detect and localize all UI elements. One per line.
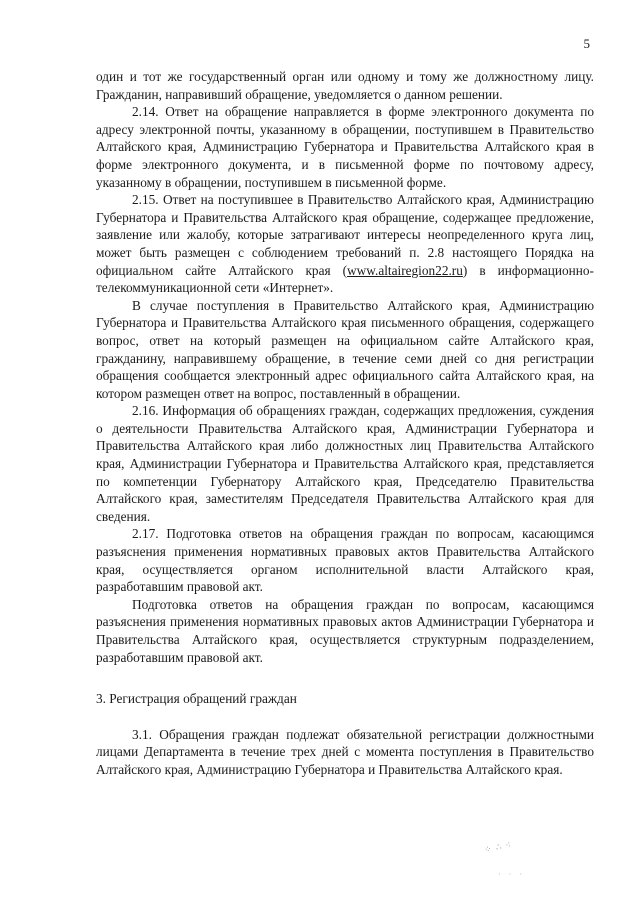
paragraph-2-15 [96,191,594,297]
paragraph-answer-preparation: Подготовка ответов на обращения граждан по вопросам, касающимся разъяснения применения нормативных правовых актов Администрации Губернатора и Правительства Алтайского края, осуществляется структурным подразделением, разработавшим правовой акт. [96,596,594,665]
page-number: 5 [583,36,590,51]
scan-artifact-2: · · · [498,870,525,879]
paragraph-written-appeal: В случае поступления в Правительство Алтайского края, Администрацию Губернатора и Правительства Алтайского края письменного обращения, содержащего вопрос, ответ на который размещен на официальном сайте Алтайского края, гражданину, направившему обращение, в течение семи дней со дня регистрации обращения сообщается электронный адрес официального сайта Алтайского края, на котором размещен ответ на вопрос, поставленный в обращении. [96,297,594,401]
section-heading: 3. Регистрация обращений граждан [96,691,297,707]
paragraph-2-14: 2.14. Ответ на обращение направляется в форме электронного документа по адресу электронной почты, указанному в обращении, поступившем в Правительство Алтайского края, Администрацию Губернатора и Правительства Алтайского края в форме электронного документа, и в письменной форме по почтовому адресу, указанному в обращении, поступившем в письменной форме. [96,104,594,190]
paragraph-2-15-text-end: ) в информационно-телекоммуникационной сети «Интернет». [96,262,594,296]
paragraph-continuation: один и тот же государственный орган или одному и тому же должностному лицу. Гражданин, направивший обращение, уведомляется о данном решении. [96,69,594,102]
paragraph-2-15-text-start: 2.15. Ответ на поступившее в Правительство Алтайского края, Администрацию Губернатора и Правительства Алтайского края обращение, содержащее предложение, заявление или жалобу, которые затрагивают интересы неопределенного круга лиц, может быть размещен с соблюдением требований п. 2.8 настоящего Порядка на официальном сайте Алтайского края ( [96,192,594,278]
scan-artifact: ⁘ ∴ ⁖ [483,839,513,855]
website-link[interactable]: www.altairegion22.ru [347,262,463,278]
paragraph-2-17: 2.17. Подготовка ответов на обращения граждан по вопросам, касающимся разъяснения применения нормативных правовых актов Правительства Алтайского края, осуществляется органом исполнительной власти Алтайского края, разработавшим правовой акт. [96,526,594,595]
paragraph-3-1: 3.1. Обращения граждан подлежат обязательной регистрации должностными лицами Департамента в течение трех дней с момента поступления в Правительство Алтайского края, Администрацию Губернатора и Правительства Алтайского края. [96,726,594,777]
document-body [96,68,594,779]
paragraph-2-16: 2.16. Информация об обращениях граждан, содержащих предложения, суждения о деятельности Правительства Алтайского края, Администрации Губернатора и Правительства Алтайского края либо должностных лиц Правительства Алтайского края, Администрации Губернатора и Правительства Алтайского края, представляется по компетенции Губернатору Алтайского края, Председателю Правительства Алтайского края, заместителям Председателя Правительства Алтайского края для сведения. [96,403,594,524]
